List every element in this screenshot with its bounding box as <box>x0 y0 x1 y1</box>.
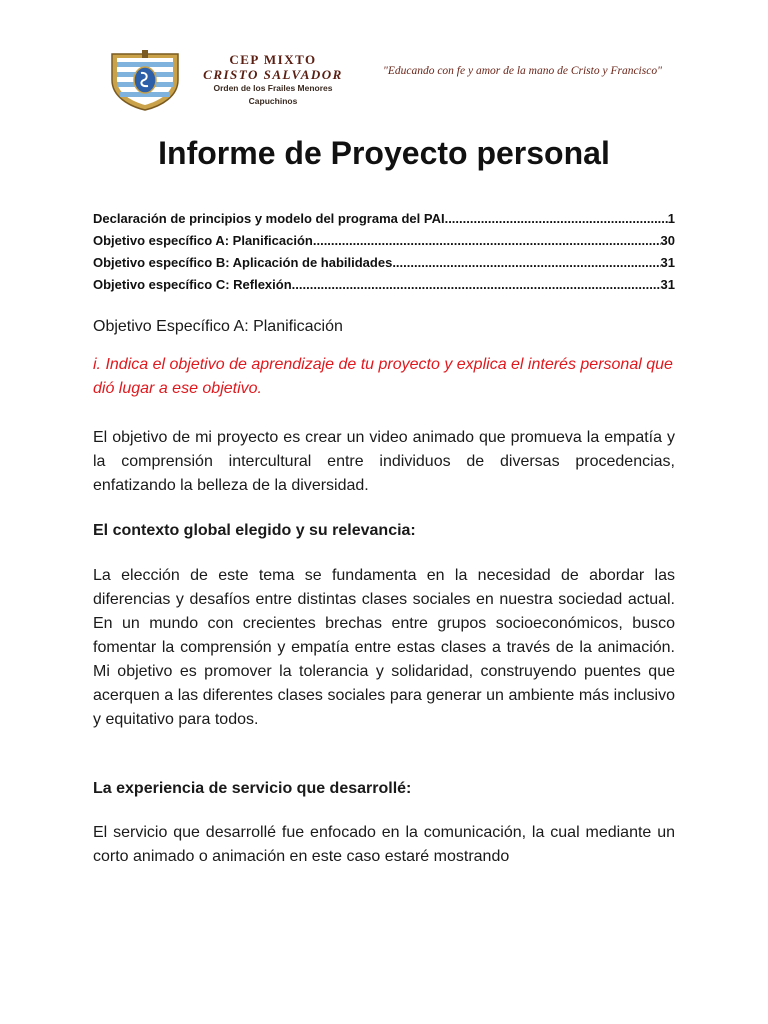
toc-leader-dots <box>292 277 661 292</box>
toc-page: 31 <box>660 255 675 270</box>
toc-row <box>93 277 675 299</box>
paragraph-objective: El objetivo de mi proyecto es crear un video animado que promueva la empatía y la comprensión intercultural entre individuos de diversas procedencias, enfatizando la belleza de la diversidad. <box>93 429 675 494</box>
paragraph-context: La elección de este tema se fundamenta en la necesidad de abordar las diferencias y desafíos entre distintas clases sociales en nuestra sociedad actual. En un mundo con crecientes brechas entre grupos socioeconómicos, busco fomentar la comprensión y empatía entre estas clases a través de la animación. Mi objetivo es promover la tolerancia y solidaridad, construyendo puentes que acerquen a las diferentes clases sociales para generar un ambiente más inclusivo y equitativo para todos. <box>93 567 675 728</box>
school-name-block <box>188 52 358 108</box>
document-title: Informe de Proyecto personal <box>158 135 610 171</box>
toc-label: Objetivo específico B: Aplicación de habilidades <box>93 255 393 270</box>
toc-label: Objetivo específico C: Reflexión <box>93 277 292 292</box>
school-name-line1: CEP MIXTO <box>229 52 317 67</box>
toc-row <box>93 255 675 277</box>
toc-leader-dots <box>313 233 661 248</box>
heading-global-context: El contexto global elegido y su relevancia: <box>93 522 416 539</box>
table-of-contents <box>93 211 675 299</box>
school-motto: "Educando con fe y amor de la mano de Cristo y Francisco" <box>383 65 662 77</box>
toc-row <box>93 233 675 255</box>
school-order-line: Orden de los Frailes Menores Capuchinos <box>213 83 333 106</box>
toc-page: 30 <box>660 233 675 248</box>
toc-page: 1 <box>667 211 675 226</box>
school-crest-icon <box>108 50 182 112</box>
prompt-question: i. Indica el objetivo de aprendizaje de tu proyecto y explica el interés personal que dió lugar a ese objetivo. <box>93 356 673 397</box>
toc-label: Declaración de principios y modelo del programa del PAI <box>93 211 445 226</box>
toc-page: 31 <box>660 277 675 292</box>
toc-row <box>93 211 675 233</box>
toc-leader-dots <box>445 211 668 226</box>
section-a-heading: Objetivo Específico A: Planificación <box>93 318 343 335</box>
school-name-line2: CRISTO SALVADOR <box>203 67 343 82</box>
toc-leader-dots <box>392 255 660 270</box>
letterhead <box>108 50 678 112</box>
paragraph-service: El servicio que desarrollé fue enfocado en la comunicación, la cual mediante un corto animado o animación en este caso estaré mostrando <box>93 824 675 865</box>
toc-label: Objetivo específico A: Planificación <box>93 233 313 248</box>
document-body <box>93 315 675 869</box>
heading-service-experience: La experiencia de servicio que desarrollé: <box>93 780 412 797</box>
